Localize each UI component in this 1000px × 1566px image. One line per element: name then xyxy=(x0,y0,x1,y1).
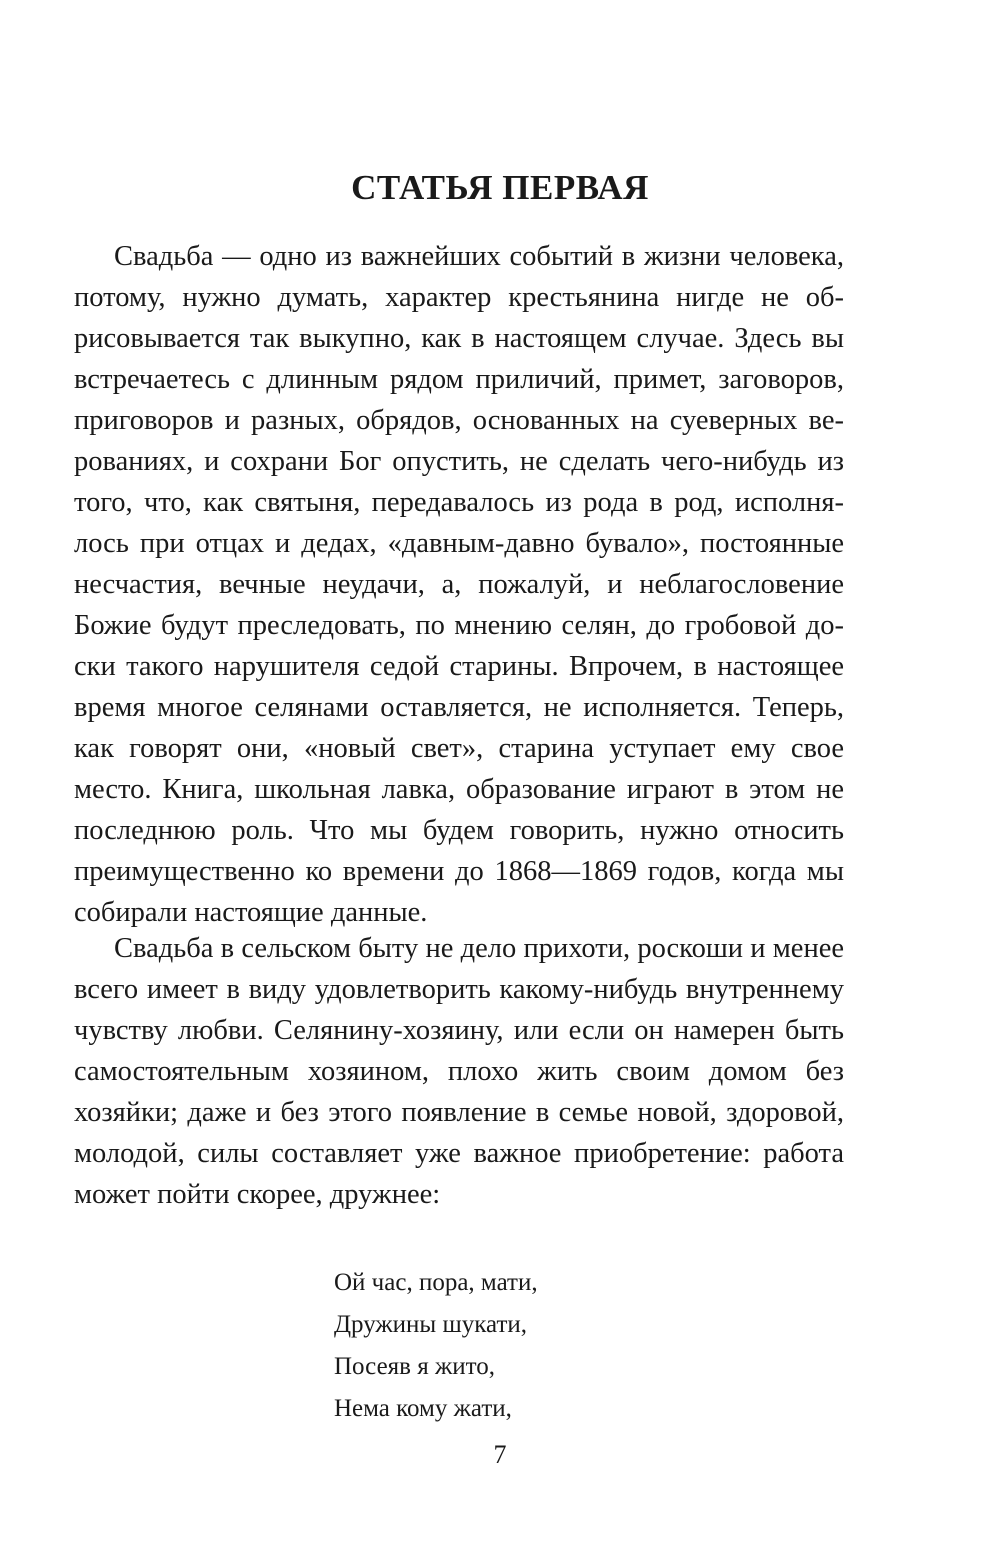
body-paragraph-2: Свадьба в сельском быту не дело прихоти, роскоши и менее всего имеет в виду удовлетворить какому-нибудь внутреннему чувству любви. Селянину-хозяину, или если он намерен быть самостоятельным хозяином, плохо жить своим домом без хозяйки; даже и без этого появление в семье новой, здоровой, молодой, силы составляет уже важное приобретение: работа может пойти скорее, дружнее: xyxy=(74,933,844,1210)
poem-line-4: Нема кому жати, xyxy=(334,1395,512,1422)
poem-line-3: Посеяв я жито, xyxy=(334,1353,495,1380)
page-number: 7 xyxy=(493,1440,507,1469)
chapter-title: СТАТЬЯ ПЕРВАЯ xyxy=(351,168,649,207)
poem-stanza xyxy=(334,1262,734,1430)
body-paragraph-1: Свадьба — одно из важнейших событий в жизни человека, потому, нужно думать, характер крестьянина нигде не обрисовывается так выкупно, как в настоящем случае. Здесь вы встречаетесь с длинным рядом приличий, примет, заговоров, приговоров и разных, обрядов, основанных на суеверных верованиях, и сохрани Бог опустить, не сделать чего-нибудь из того, что, как святыня, передавалось из рода в род, исполнялось при отцах и дедах, «давным-давно бувало», постоянные несчастия, вечные неудачи, а, пожалуй, и неблагословение Божие будут преследовать, по мнению селян, до гробовой доски такого нарушителя седой старины. Впрочем, в настоящее время многое селянами оставляется, не исполняется. Теперь, как говорят они, «новый свет», старина уступает ему свое место. Книга, школьная лавка, образование играют в этом не последнюю роль. Что мы будем говорить, нужно относить преимущественно ко времени до 1868—1869 годов, когда мы собирали настоящие данные. xyxy=(74,241,844,928)
poem-line-2: Дружины шукати, xyxy=(334,1311,527,1338)
poem-line-1: Ой час, пора, мати, xyxy=(334,1269,538,1296)
